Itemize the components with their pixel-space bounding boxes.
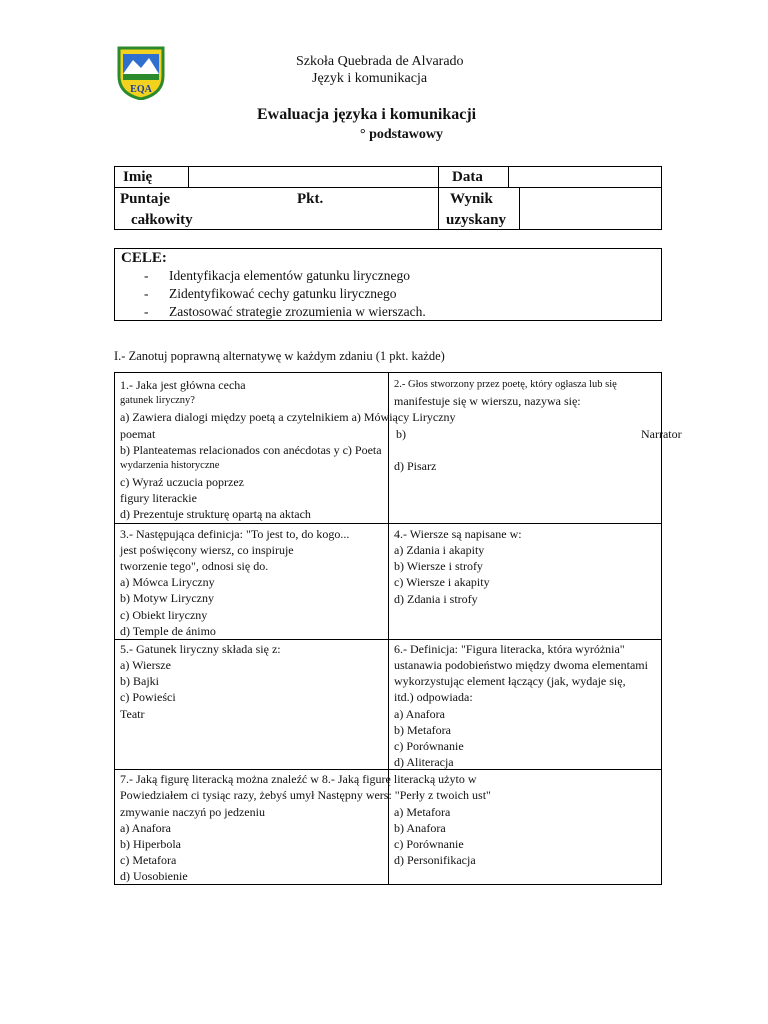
result-label: Wynik xyxy=(450,191,493,207)
total-label-line2: całkowity xyxy=(131,212,193,228)
question-5-line: Teatr xyxy=(120,707,145,721)
question-6-line: itd.) odpowiada: xyxy=(394,690,473,704)
question-1-line: gatunek liryczny? xyxy=(120,395,195,406)
date-label: Data xyxy=(452,169,483,185)
question-7-line: 7.- Jaką figurę literacką można znaleźć w 8.- Jaką figurę literacką użyto w xyxy=(120,772,477,786)
goal-item: Zastosować strategie zrozumienia w wierszach. xyxy=(169,304,426,319)
question-4-line: b) Wiersze i strofy xyxy=(394,559,483,573)
total-label: Puntaje xyxy=(120,191,170,207)
question-8-line: d) Personifikacja xyxy=(394,853,476,867)
date-field[interactable] xyxy=(510,168,660,185)
school-logo xyxy=(117,46,165,100)
question-7-line: zmywanie naczyń po jedzeniu xyxy=(120,805,265,819)
goal-bullet: - xyxy=(144,286,149,301)
question-3-line: a) Mówca Liryczny xyxy=(120,575,215,589)
question-3-line: jest poświęcony wiersz, co inspiruje xyxy=(120,543,294,557)
question-5-line: c) Powieści xyxy=(120,690,176,704)
question-7-line: c) Metafora xyxy=(120,853,177,867)
result-field[interactable] xyxy=(521,189,660,228)
question-3-line: c) Obiekt liryczny xyxy=(120,608,208,622)
question-6-line: wykorzystując element łączący (jak, wydaje się, xyxy=(394,674,626,688)
goal-bullet: - xyxy=(144,268,149,283)
goal-item: Zidentyfikować cechy gatunku lirycznego xyxy=(169,286,397,301)
question-1-line: 1.- Jaka jest główna cecha xyxy=(120,378,246,392)
question-1-line: c) Wyraź uczucia poprzez xyxy=(120,475,244,489)
question-3-line: 3.- Następująca definicja: "To jest to, do kogo... xyxy=(120,527,350,541)
question-8-line: c) Porównanie xyxy=(394,837,464,851)
question-6-line: 6.- Definicja: "Figura literacka, która wyróżnia" xyxy=(394,642,625,656)
question-4-line: 4.- Wiersze są napisane w: xyxy=(394,527,522,541)
question-2-line: manifestuje się w wierszu, nazywa się: xyxy=(394,394,581,408)
goal-item: Identyfikacja elementów gatunku lirycznego xyxy=(169,268,411,283)
question-2-line: b) xyxy=(396,427,406,441)
question-8-line: a) Metafora xyxy=(394,805,451,819)
question-2-line: Narrator xyxy=(641,427,682,441)
level-label: ° podstawowy xyxy=(360,127,444,142)
question-3-line: tworzenie tego", odnosi się do. xyxy=(120,559,269,573)
question-7-line: d) Uosobienie xyxy=(120,869,188,883)
question-6-line: ustanawia podobieństwo między dwoma elementami xyxy=(394,658,648,672)
question-6-line: b) Metafora xyxy=(394,723,451,737)
subject-name: Język i komunikacja xyxy=(312,71,428,86)
goal-bullet: - xyxy=(144,304,149,319)
question-5-line: b) Bajki xyxy=(120,674,159,688)
question-2-line: d) Pisarz xyxy=(394,459,437,473)
question-7-line: a) Anafora xyxy=(120,821,171,835)
result-label-line2: uzyskany xyxy=(446,212,507,228)
question-1-line: d) Prezentuje strukturę opartą na aktach xyxy=(120,507,311,521)
question-4-line: a) Zdania i akapity xyxy=(394,543,485,557)
question-6-line: d) Aliteracja xyxy=(394,755,454,769)
question-5-line: 5.- Gatunek liryczny składa się z: xyxy=(120,642,281,656)
question-6-line: a) Anafora xyxy=(394,707,445,721)
question-1-line: poemat xyxy=(120,427,156,441)
question-4-line: c) Wiersze i akapity xyxy=(394,575,490,589)
question-1-line: a) Zawiera dialogi między poetą a czytelnikiem a) Mówiący Liryczny xyxy=(120,410,456,424)
points-label: Pkt. xyxy=(297,191,324,207)
question-8-line: b) Anafora xyxy=(394,821,446,835)
question-1-line: wydarzenia historyczne xyxy=(120,460,220,471)
name-field[interactable] xyxy=(190,168,436,185)
question-5-line: a) Wiersze xyxy=(120,658,171,672)
goals-heading: CELE: xyxy=(121,250,167,266)
question-6-line: c) Porównanie xyxy=(394,739,464,753)
question-3-line: d) Temple de ánimo xyxy=(120,624,216,638)
question-4-line: d) Zdania i strofy xyxy=(394,592,478,606)
school-name: Szkoła Quebrada de Alvarado xyxy=(296,54,464,69)
question-3-line: b) Motyw Liryczny xyxy=(120,591,214,605)
question-1-line: b) Planteatemas relacionados con anécdotas y c) Poeta xyxy=(120,443,382,457)
question-7-line: Powiedziałem ci tysiąc razy, żebyś umył Następny wers: "Perły z twoich ust" xyxy=(120,788,491,802)
page-title: Ewaluacja języka i komunikacji xyxy=(257,106,477,123)
question-2-line: 2.- Głos stworzony przez poetę, który ogłasza lub się xyxy=(394,379,617,390)
name-label: Imię xyxy=(123,169,153,185)
instructions: I.- Zanotuj poprawną alternatywę w każdym zdaniu (1 pkt. każde) xyxy=(114,349,445,363)
question-1-line: figury literackie xyxy=(120,491,197,505)
question-7-line: b) Hiperbola xyxy=(120,837,181,851)
logo-text: EQA xyxy=(130,84,152,95)
